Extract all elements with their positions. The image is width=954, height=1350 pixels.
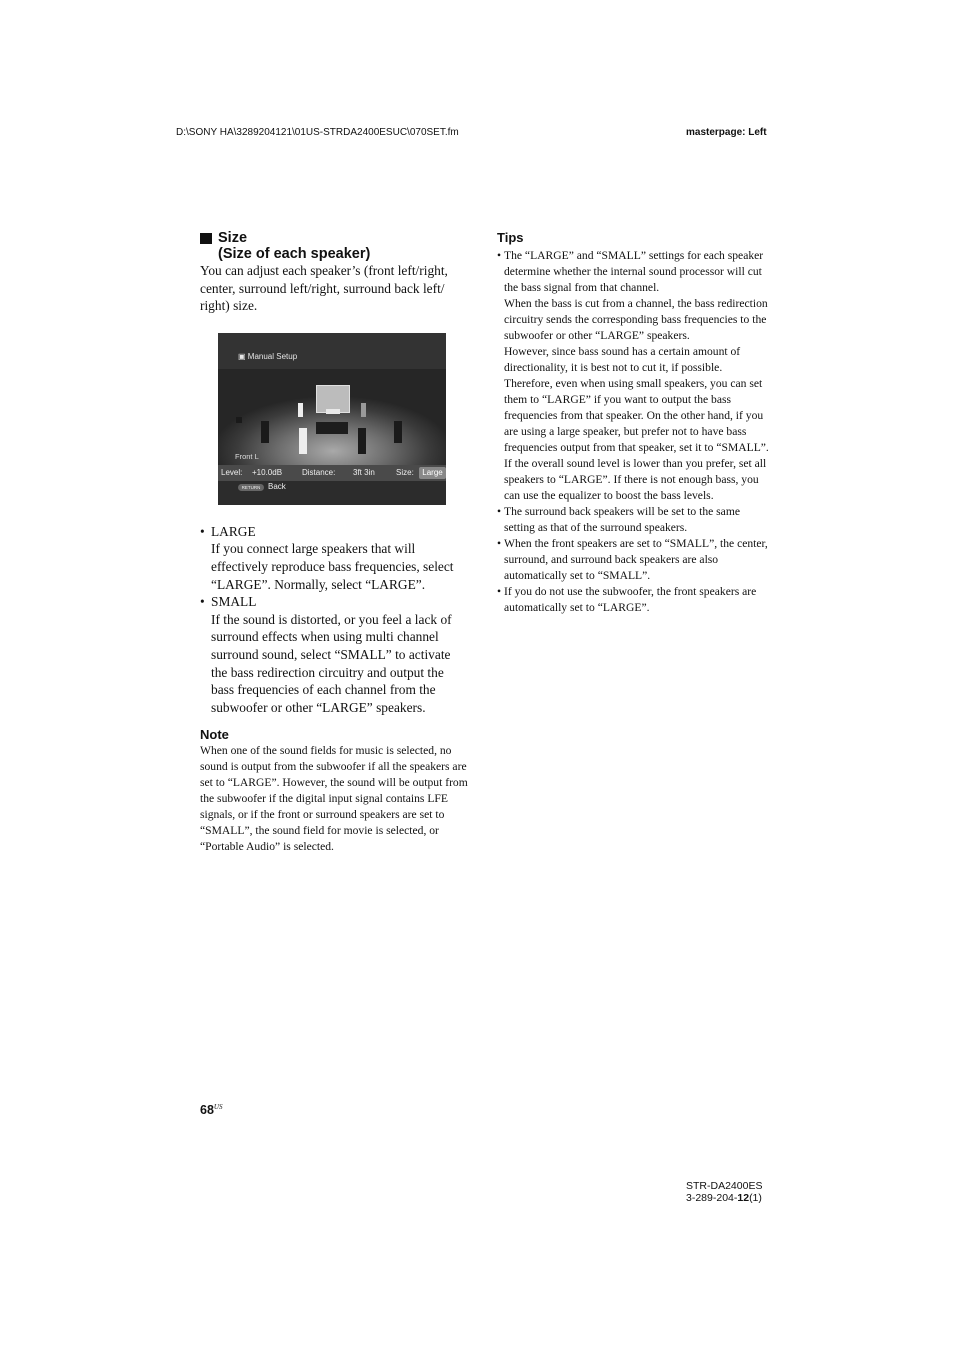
front-right-speaker [361, 403, 366, 417]
distance-label: Distance: [302, 467, 336, 477]
surround-back-speaker [236, 417, 242, 423]
return-button: RETURN [238, 484, 264, 491]
square-bullet-icon [200, 233, 212, 244]
surround-right-speaker [394, 421, 402, 443]
front-right-speaker-large [358, 428, 366, 454]
list-item [200, 523, 468, 593]
screen-title: ▣ Manual Setup [238, 351, 298, 361]
size-value: Large [419, 467, 446, 479]
size-options-list [200, 523, 468, 717]
manual-setup-screenshot [218, 333, 446, 505]
front-left-speaker [298, 403, 303, 417]
option-label: • LARGE [211, 523, 256, 539]
center-speaker-graphic [326, 409, 340, 414]
section-title [200, 230, 468, 262]
masterpage-label: masterpage: Left [686, 127, 767, 138]
page-suffix: US [213, 1103, 223, 1111]
right-column [497, 230, 769, 616]
option-text: If you connect large speakers that will effectively reproduce bass frequencies, select “LARGE”. Normally, select “LARGE”. [211, 541, 454, 592]
page-number: $68^{US}$ [200, 1103, 223, 1118]
toolbox-icon: ▣ [238, 351, 246, 361]
note-text: When one of the sound fields for music is selected, no sound is output from the subwoofer if all the speakers are set to “LARGE”. However, the sound will be output from the subwoofer if the digital input signal contains LFE signals, or if the front or surround speakers are set to “SMALL”, the sound field for movie is selected, or “Portable Audio” is selected. [200, 744, 468, 854]
size-label: Size: [396, 467, 414, 477]
file-path: D:\SONY HA\3289204121\01US-STRDA2400ESUC\070SET.fm [176, 127, 459, 138]
section-intro: You can adjust each speaker’s (front left/right, center, surround left/right, surround back left/ right) size. [200, 263, 448, 314]
tip-paragraph: • If you do not use the subwoofer, the front speakers are automatically set to “LARGE”. [504, 585, 757, 614]
surround-left-speaker [261, 421, 269, 443]
distance-value: 3ft 3in [353, 467, 375, 477]
section-title-line1: Size [218, 230, 248, 246]
rack-graphic [316, 422, 348, 434]
list-item [497, 504, 769, 536]
screen-status-bar [218, 465, 446, 481]
tip-paragraph: • The surround back speakers will be set to the same setting as that of the surround speakers. [504, 505, 740, 534]
left-column [200, 230, 468, 855]
option-text: If the sound is distorted, or you feel a lack of surround effects when using multi channel surround sound, select “SMALL” to activate the bass redirection circuitry and output the bass frequencies of each channel from the subwoofer or other “LARGE” speakers. [211, 611, 452, 715]
screen-top-bar [218, 333, 446, 369]
note-heading: Note [200, 727, 229, 743]
section-title-line2: (Size of each speaker) [218, 246, 371, 262]
front-left-speaker-large [299, 428, 307, 454]
level-label: Level: [221, 467, 243, 477]
tip-paragraph: When the bass is cut from a channel, the bass redirection circuitry sends the corresponding bass frequencies to the subwoofer or other “LARGE” speakers. [504, 297, 768, 342]
tip-paragraph: If the overall sound level is lower than you prefer, set all speakers to “LARGE”. If there is not enough bass, you can use the equalizer to boost the bass levels. [504, 457, 767, 502]
speaker-label: Front L [235, 451, 259, 461]
list-item [200, 593, 468, 716]
tips-heading: Tips [497, 230, 524, 245]
option-label: • SMALL [211, 594, 257, 610]
model-number: STR-DA2400ES [686, 1180, 763, 1192]
tips-list [497, 248, 769, 616]
tip-paragraph: • When the front speakers are set to “SMALL”, the center, surround, and surround back speakers are also automatically set to “SMALL”. [504, 537, 768, 582]
part-code: 3-289-204-12(1) [686, 1192, 762, 1204]
list-item [497, 584, 769, 616]
back-label: Back [268, 481, 286, 491]
model-info [686, 1180, 762, 1204]
tip-paragraph: However, since bass sound has a certain amount of directionality, it is best not to cut it, if possible. Therefore, even when using small speakers, you can set them to “LARGE” if you want to output the bass frequencies from that speaker. On the other hand, if you are using a large speaker, but prefer not to have bass frequencies output from that speaker, set it to “SMALL”. [504, 345, 769, 454]
tip-paragraph: • The “LARGE” and “SMALL” settings for each speaker determine whether the internal sound processor will cut the bass signal from that channel. [504, 249, 764, 294]
list-item [497, 536, 769, 584]
level-value: +10.0dB [252, 467, 283, 477]
list-item [497, 248, 769, 504]
